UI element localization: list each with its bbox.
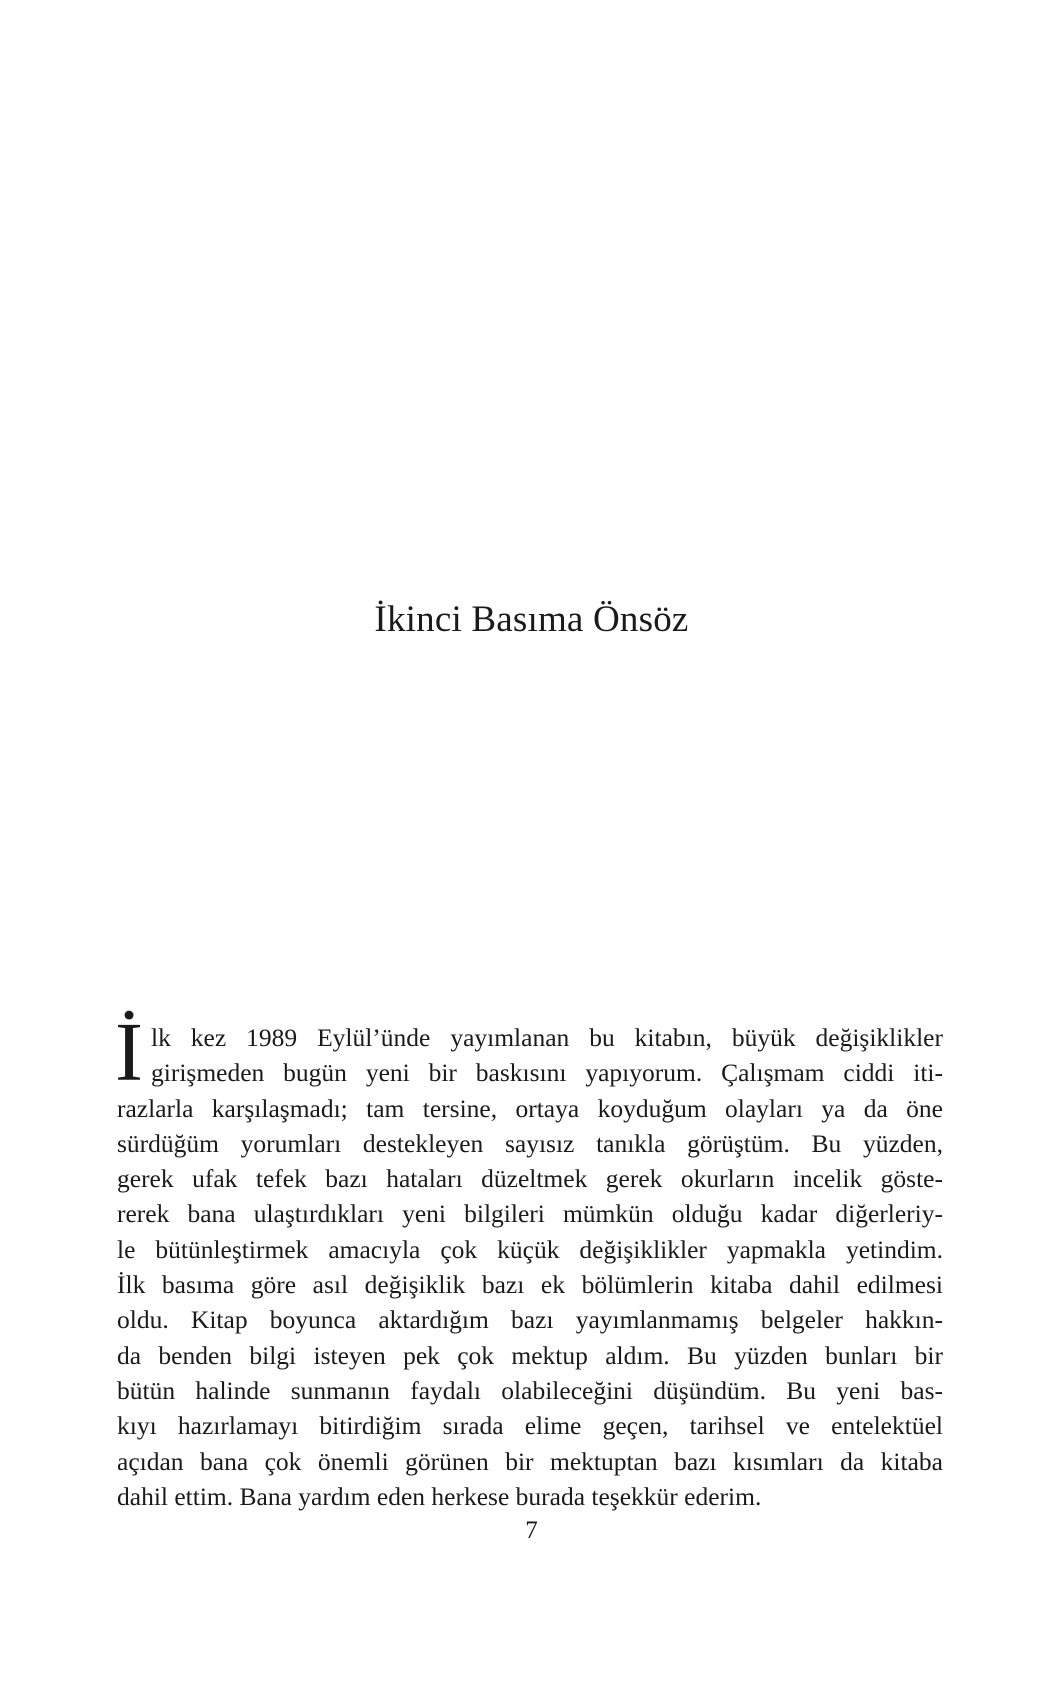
paragraph-line: rerek bana ulaştırdıkları yeni bilgileri mümkün olduğu kadar diğerleriy-	[117, 1199, 943, 1229]
paragraph-line: razlarla karşılaşmadı; tam tersine, ortaya koyduğum olayları ya da öne	[117, 1093, 943, 1123]
paragraph-line: açıdan bana çok önemli görünen bir mektuptan bazı kısımları da kitaba	[117, 1446, 943, 1476]
preface-paragraph	[115, 1006, 943, 1514]
paragraph-line: da benden bilgi isteyen pek çok mektup aldım. Bu yüzden bunları bir	[117, 1340, 943, 1370]
paragraph-line: oldu. Kitap boyunca aktardığım bazı yayımlanmamış belgeler hakkın-	[117, 1305, 943, 1335]
page-number: 7	[525, 1517, 538, 1544]
drop-cap-letter: İ	[115, 1006, 143, 1099]
paragraph-line: le bütünleştirmek amacıyla çok küçük değişiklikler yapmakla yetindim.	[117, 1234, 943, 1264]
chapter-title: İkinci Basıma Önsöz	[374, 599, 689, 640]
paragraph-line: lk kez 1989 Eylül’ünde yayımlanan bu kitabın, büyük değişiklikler	[151, 1023, 943, 1052]
paragraph-line: girişmeden bugün yeni bir baskısını yapıyorum. Çalışmam ciddi iti-	[151, 1058, 943, 1088]
paragraph-line: dahil ettim. Bana yardım eden herkese burada teşekkür ederim.	[117, 1481, 762, 1511]
paragraph-line: kıyı hazırlamayı bitirdiğim sırada elime geçen, tarihsel ve entelektüel	[117, 1411, 943, 1441]
paragraph-line: sürdüğüm yorumları destekleyen sayısız tanıkla görüştüm. Bu yüzden,	[117, 1128, 943, 1158]
paragraph-line: gerek ufak tefek bazı hataları düzeltmek gerek okurların incelik göste-	[117, 1164, 943, 1194]
paragraph-line: bütün halinde sunmanın faydalı olabileceğini düşündüm. Bu yeni bas-	[117, 1375, 943, 1405]
paragraph-line: İlk basıma göre asıl değişiklik bazı ek bölümlerin kitaba dahil edilmesi	[117, 1270, 943, 1300]
